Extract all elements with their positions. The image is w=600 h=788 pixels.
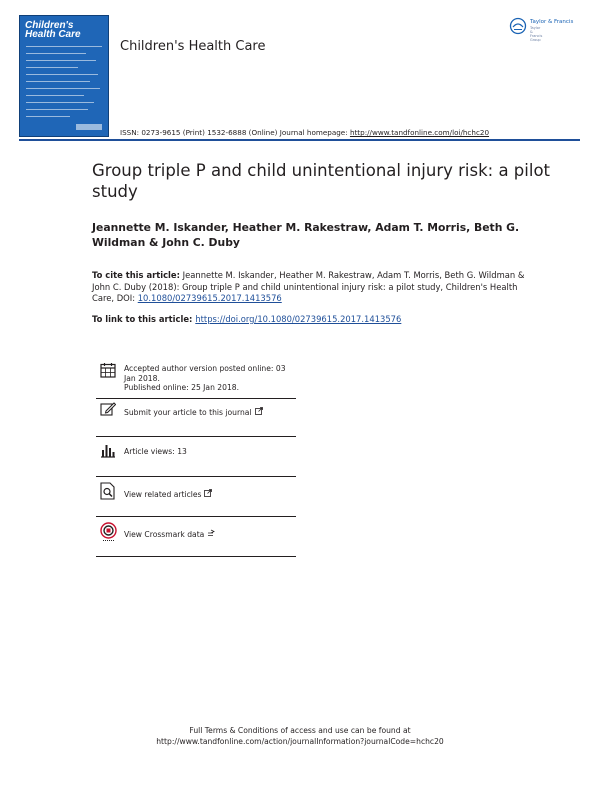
related-articles-text: View related articles [124, 490, 202, 499]
crossmark-link[interactable] [124, 529, 215, 540]
submit-article-text: Submit your article to this journal [124, 408, 252, 417]
related-articles-row[interactable] [96, 476, 296, 517]
citation-text: Jeannette M. Iskander, Heather M. Rakestraw, Adam T. Morris, Beth G. Wildman & John C. Duby (2018): Group triple P and child unintentional injury risk: a pilot study, Children's Health Care, DOI: [92, 270, 525, 303]
cover-publisher-logo [76, 124, 102, 130]
accepted-date-line1: Accepted author version posted online: 03 [124, 364, 286, 373]
cover-title [25, 21, 105, 39]
cover-text-line [26, 88, 100, 89]
cover-text-line [26, 102, 94, 103]
edit-icon [100, 401, 116, 417]
article-doi-url[interactable]: https://doi.org/10.1080/02739615.2017.1413576 [195, 314, 402, 324]
article-title: Group triple P and child unintentional injury risk: a pilot study [92, 161, 551, 201]
crossmark-icon [100, 522, 117, 542]
article-views: Article views: 13 [124, 447, 187, 456]
terms-line1: Full Terms & Conditions of access and use can be found at [189, 726, 411, 735]
cover-title-line1: Children's [25, 20, 74, 31]
crossmark-text: View Crossmark data [124, 530, 205, 539]
citation-block [92, 270, 532, 305]
terms-url[interactable]: http://www.tandfonline.com/action/journalInformation?journalCode=hchc20 [156, 736, 444, 746]
journal-cover-image [19, 15, 109, 137]
journal-homepage-link[interactable]: http://www.tandfonline.com/loi/hchc20 [349, 128, 490, 137]
cover-text-line [26, 116, 70, 117]
cover-text-line [26, 67, 78, 68]
publisher-logo-icon [509, 17, 527, 35]
publication-dates-row [96, 360, 296, 399]
submit-article-link[interactable] [124, 407, 263, 418]
publisher-name: Taylor & Francis [530, 19, 574, 25]
document-search-icon [100, 482, 116, 500]
publication-dates [124, 364, 286, 393]
cover-text-line [26, 74, 98, 75]
issn-text: ISSN: 0273-9615 (Print) 1532-6888 (Online) Journal homepage: [120, 128, 350, 137]
article-link-label: To link to this article: [92, 314, 196, 324]
terms-footer [0, 726, 600, 747]
article-authors: Jeannette M. Iskander, Heather M. Rakestraw, Adam T. Morris, Beth G. Wildman & John C. Duby [92, 221, 520, 249]
publisher-logo [509, 17, 574, 42]
publisher-subname: Taylor & Francis Group [530, 26, 543, 42]
cover-text-line [26, 81, 90, 82]
cover-text-line [26, 53, 86, 54]
cover-text-line [26, 95, 84, 96]
citation-label: To cite this article: [92, 270, 180, 280]
journal-name: Children's Health Care [120, 39, 266, 54]
published-date: Published online: 25 Jan 2018. [124, 383, 240, 392]
cover-text-line [26, 109, 88, 110]
doi-link[interactable]: 10.1080/02739615.2017.1413576 [137, 293, 282, 303]
header-divider [19, 139, 580, 141]
article-views-row [96, 436, 296, 477]
cover-title-line2: Health Care [25, 29, 81, 40]
crossmark-row[interactable] [96, 516, 296, 557]
accepted-date-line2: Jan 2018. [124, 373, 160, 383]
external-link-icon [204, 489, 212, 497]
submit-article-row[interactable] [96, 398, 296, 437]
bar-chart-icon [100, 442, 116, 458]
article-link-line [92, 314, 401, 324]
cover-text-line [26, 60, 96, 61]
cover-text-line [26, 46, 102, 47]
issn-line [120, 128, 489, 137]
calendar-icon [100, 362, 116, 378]
external-link-icon [255, 407, 263, 415]
related-articles-link[interactable] [124, 489, 212, 500]
crossmark-arrow-icon [207, 529, 215, 537]
